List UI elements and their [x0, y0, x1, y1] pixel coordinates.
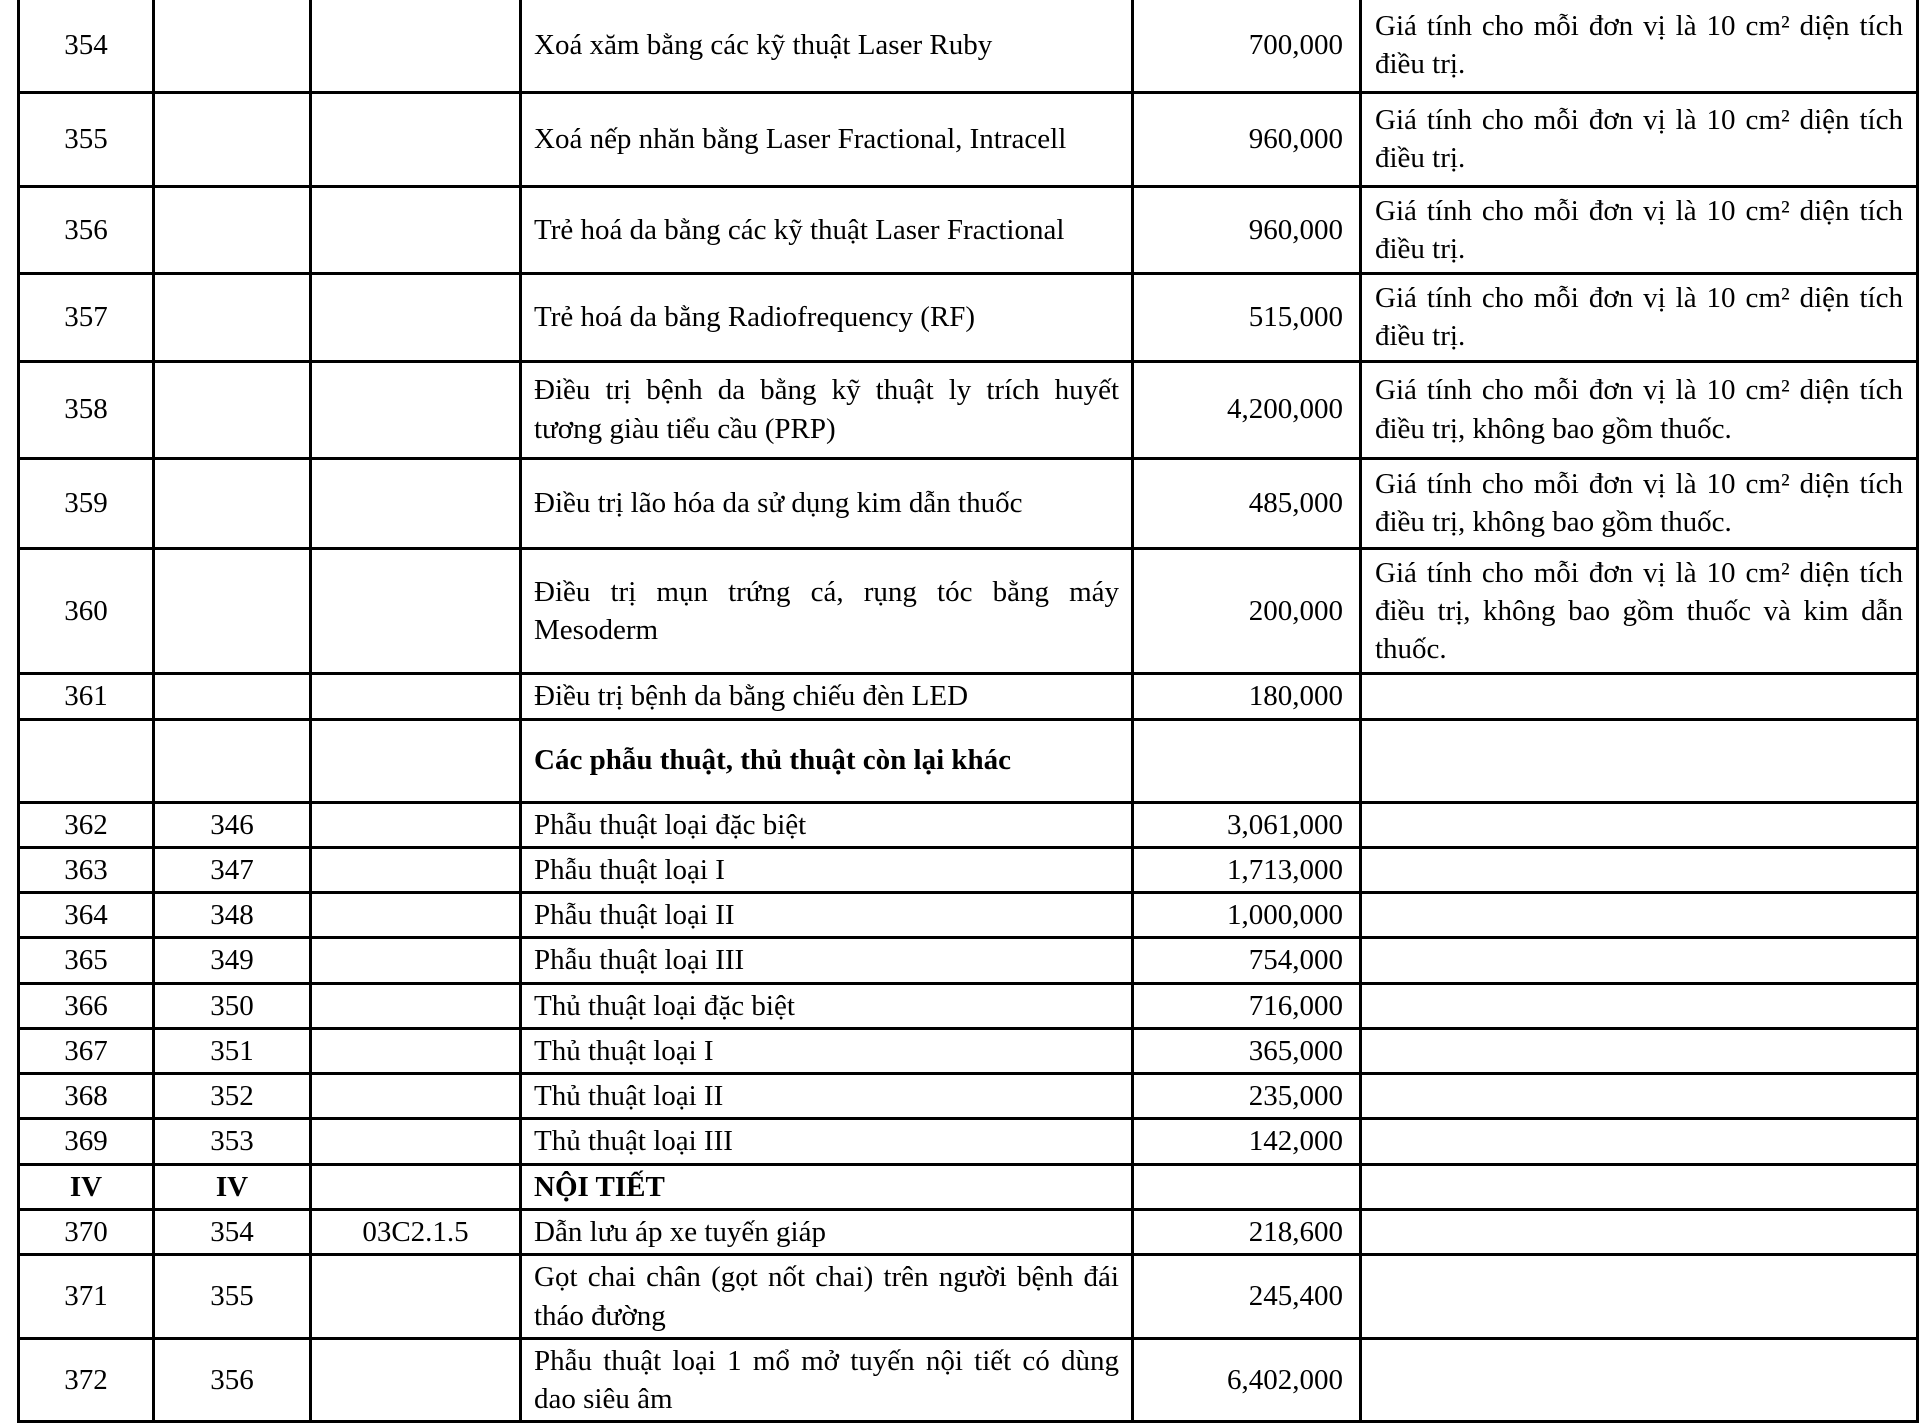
cell-service-code: [311, 1338, 521, 1422]
cell-index-number: 354: [19, 0, 154, 92]
cell-note: Giá tính cho mỗi đơn vị là 10 cm² diện tích điều trị.: [1361, 92, 1918, 186]
cell-service-code: [311, 274, 521, 362]
cell-note: [1361, 1338, 1918, 1422]
cell-service-name: NỘI TIẾT: [521, 1164, 1133, 1209]
cell-secondary-number: [154, 92, 311, 186]
cell-price: 218,600: [1133, 1210, 1361, 1255]
cell-secondary-number: 354: [154, 1210, 311, 1255]
cell-secondary-number: 350: [154, 983, 311, 1028]
cell-price: 485,000: [1133, 458, 1361, 548]
cell-index-number: 358: [19, 361, 154, 458]
cell-note: [1361, 893, 1918, 938]
cell-service-name: Điều trị mụn trứng cá, rụng tóc bằng máy Mesoderm: [521, 548, 1133, 674]
cell-price: 960,000: [1133, 92, 1361, 186]
cell-service-name: Xoá xăm bằng các kỹ thuật Laser Ruby: [521, 0, 1133, 92]
cell-secondary-number: 348: [154, 893, 311, 938]
cell-service-name: Phẫu thuật loại đặc biệt: [521, 802, 1133, 847]
cell-secondary-number: [154, 458, 311, 548]
cell-index-number: 368: [19, 1074, 154, 1119]
cell-index-number: 366: [19, 983, 154, 1028]
table-row: [19, 0, 1918, 92]
cell-secondary-number: IV: [154, 1164, 311, 1209]
cell-service-name: Các phẫu thuật, thủ thuật còn lại khác: [521, 719, 1133, 802]
cell-index-number: 370: [19, 1210, 154, 1255]
cell-secondary-number: 353: [154, 1119, 311, 1164]
table-row: [19, 847, 1918, 892]
cell-secondary-number: 347: [154, 847, 311, 892]
cell-price: 365,000: [1133, 1028, 1361, 1073]
cell-price: 6,402,000: [1133, 1338, 1361, 1422]
cell-price: 245,400: [1133, 1255, 1361, 1339]
cell-index-number: 356: [19, 186, 154, 274]
cell-note: Giá tính cho mỗi đơn vị là 10 cm² diện tích điều trị.: [1361, 0, 1918, 92]
cell-note: [1361, 674, 1918, 719]
cell-secondary-number: [154, 674, 311, 719]
table-row: [19, 802, 1918, 847]
cell-price: 700,000: [1133, 0, 1361, 92]
cell-note: [1361, 847, 1918, 892]
cell-secondary-number: 351: [154, 1028, 311, 1073]
table-row: [19, 893, 1918, 938]
cell-service-name: Trẻ hoá da bằng Radiofrequency (RF): [521, 274, 1133, 362]
cell-service-code: [311, 719, 521, 802]
cell-note: Giá tính cho mỗi đơn vị là 10 cm² diện tích điều trị.: [1361, 274, 1918, 362]
cell-service-name: Phẫu thuật loại 1 mổ mở tuyến nội tiết có dùng dao siêu âm: [521, 1338, 1133, 1422]
cell-price: 960,000: [1133, 186, 1361, 274]
cell-service-name: Trẻ hoá da bằng các kỹ thuật Laser Fractional: [521, 186, 1133, 274]
cell-secondary-number: 352: [154, 1074, 311, 1119]
cell-service-code: [311, 92, 521, 186]
table-row: [19, 674, 1918, 719]
table-row: [19, 938, 1918, 983]
cell-price: 180,000: [1133, 674, 1361, 719]
cell-note: [1361, 983, 1918, 1028]
cell-note: Giá tính cho mỗi đơn vị là 10 cm² diện tích điều trị, không bao gồm thuốc.: [1361, 361, 1918, 458]
cell-service-code: [311, 186, 521, 274]
cell-index-number: 364: [19, 893, 154, 938]
cell-note: [1361, 938, 1918, 983]
cell-service-code: [311, 0, 521, 92]
cell-service-code: [311, 361, 521, 458]
cell-index-number: 367: [19, 1028, 154, 1073]
cell-note: [1361, 1028, 1918, 1073]
table-row: [19, 983, 1918, 1028]
table-row: [19, 186, 1918, 274]
cell-price: 754,000: [1133, 938, 1361, 983]
cell-service-code: [311, 674, 521, 719]
cell-note: [1361, 1164, 1918, 1209]
cell-service-name: Thủ thuật loại I: [521, 1028, 1133, 1073]
cell-service-name: Xoá nếp nhăn bằng Laser Fractional, Intracell: [521, 92, 1133, 186]
table-row: [19, 1255, 1918, 1339]
table-row: [19, 1074, 1918, 1119]
table-row: [19, 1028, 1918, 1073]
cell-secondary-number: 356: [154, 1338, 311, 1422]
cell-note: [1361, 1074, 1918, 1119]
cell-service-name: Điều trị bệnh da bằng kỹ thuật ly trích huyết tương giàu tiểu cầu (PRP): [521, 361, 1133, 458]
cell-index-number: 371: [19, 1255, 154, 1339]
cell-price: 716,000: [1133, 983, 1361, 1028]
cell-index-number: IV: [19, 1164, 154, 1209]
cell-index-number: 361: [19, 674, 154, 719]
table-row: [19, 92, 1918, 186]
cell-index-number: 359: [19, 458, 154, 548]
cell-service-name: Điều trị lão hóa da sử dụng kim dẫn thuốc: [521, 458, 1133, 548]
cell-index-number: 362: [19, 802, 154, 847]
cell-price: [1133, 719, 1361, 802]
cell-price: 515,000: [1133, 274, 1361, 362]
cell-service-code: [311, 1164, 521, 1209]
cell-service-code: 03C2.1.5: [311, 1210, 521, 1255]
cell-note: Giá tính cho mỗi đơn vị là 10 cm² diện tích điều trị, không bao gồm thuốc và kim dẫn thuốc.: [1361, 548, 1918, 674]
table-row: [19, 1338, 1918, 1422]
price-table-body: [19, 0, 1918, 1422]
cell-service-code: [311, 893, 521, 938]
cell-price: 4,200,000: [1133, 361, 1361, 458]
table-row: [19, 1210, 1918, 1255]
cell-index-number: 372: [19, 1338, 154, 1422]
cell-index-number: 355: [19, 92, 154, 186]
cell-service-code: [311, 1119, 521, 1164]
cell-secondary-number: [154, 361, 311, 458]
cell-index-number: 365: [19, 938, 154, 983]
table-row: [19, 719, 1918, 802]
cell-service-code: [311, 847, 521, 892]
cell-index-number: 369: [19, 1119, 154, 1164]
cell-note: [1361, 1119, 1918, 1164]
cell-secondary-number: [154, 719, 311, 802]
cell-price: 1,000,000: [1133, 893, 1361, 938]
cell-index-number: 357: [19, 274, 154, 362]
cell-index-number: 360: [19, 548, 154, 674]
cell-note: [1361, 802, 1918, 847]
cell-service-code: [311, 1028, 521, 1073]
price-table: [17, 0, 1919, 1423]
cell-note: [1361, 719, 1918, 802]
cell-index-number: 363: [19, 847, 154, 892]
cell-price: 1,713,000: [1133, 847, 1361, 892]
cell-secondary-number: 346: [154, 802, 311, 847]
cell-secondary-number: [154, 186, 311, 274]
cell-note: Giá tính cho mỗi đơn vị là 10 cm² diện tích điều trị, không bao gồm thuốc.: [1361, 458, 1918, 548]
cell-price: 142,000: [1133, 1119, 1361, 1164]
cell-service-name: Gọt chai chân (gọt nốt chai) trên người bệnh đái tháo đường: [521, 1255, 1133, 1339]
cell-price: [1133, 1164, 1361, 1209]
table-row: [19, 1164, 1918, 1209]
cell-secondary-number: [154, 0, 311, 92]
cell-service-name: Điều trị bệnh da bằng chiếu đèn LED: [521, 674, 1133, 719]
cell-service-name: Phẫu thuật loại II: [521, 893, 1133, 938]
cell-service-name: Thủ thuật loại II: [521, 1074, 1133, 1119]
cell-service-code: [311, 1074, 521, 1119]
cell-note: [1361, 1210, 1918, 1255]
cell-secondary-number: [154, 274, 311, 362]
cell-note: Giá tính cho mỗi đơn vị là 10 cm² diện tích điều trị.: [1361, 186, 1918, 274]
cell-service-name: Thủ thuật loại đặc biệt: [521, 983, 1133, 1028]
cell-service-code: [311, 548, 521, 674]
cell-service-name: Dẫn lưu áp xe tuyến giáp: [521, 1210, 1133, 1255]
cell-service-name: Phẫu thuật loại III: [521, 938, 1133, 983]
cell-secondary-number: [154, 548, 311, 674]
cell-service-code: [311, 802, 521, 847]
cell-price: 200,000: [1133, 548, 1361, 674]
table-row: [19, 458, 1918, 548]
table-row: [19, 1119, 1918, 1164]
table-row: [19, 548, 1918, 674]
cell-service-code: [311, 983, 521, 1028]
cell-service-code: [311, 1255, 521, 1339]
cell-price: 235,000: [1133, 1074, 1361, 1119]
table-row: [19, 361, 1918, 458]
table-row: [19, 274, 1918, 362]
cell-note: [1361, 1255, 1918, 1339]
cell-service-name: Thủ thuật loại III: [521, 1119, 1133, 1164]
cell-index-number: [19, 719, 154, 802]
cell-service-code: [311, 458, 521, 548]
cell-secondary-number: 349: [154, 938, 311, 983]
cell-service-code: [311, 938, 521, 983]
cell-price: 3,061,000: [1133, 802, 1361, 847]
cell-service-name: Phẫu thuật loại I: [521, 847, 1133, 892]
cell-secondary-number: 355: [154, 1255, 311, 1339]
